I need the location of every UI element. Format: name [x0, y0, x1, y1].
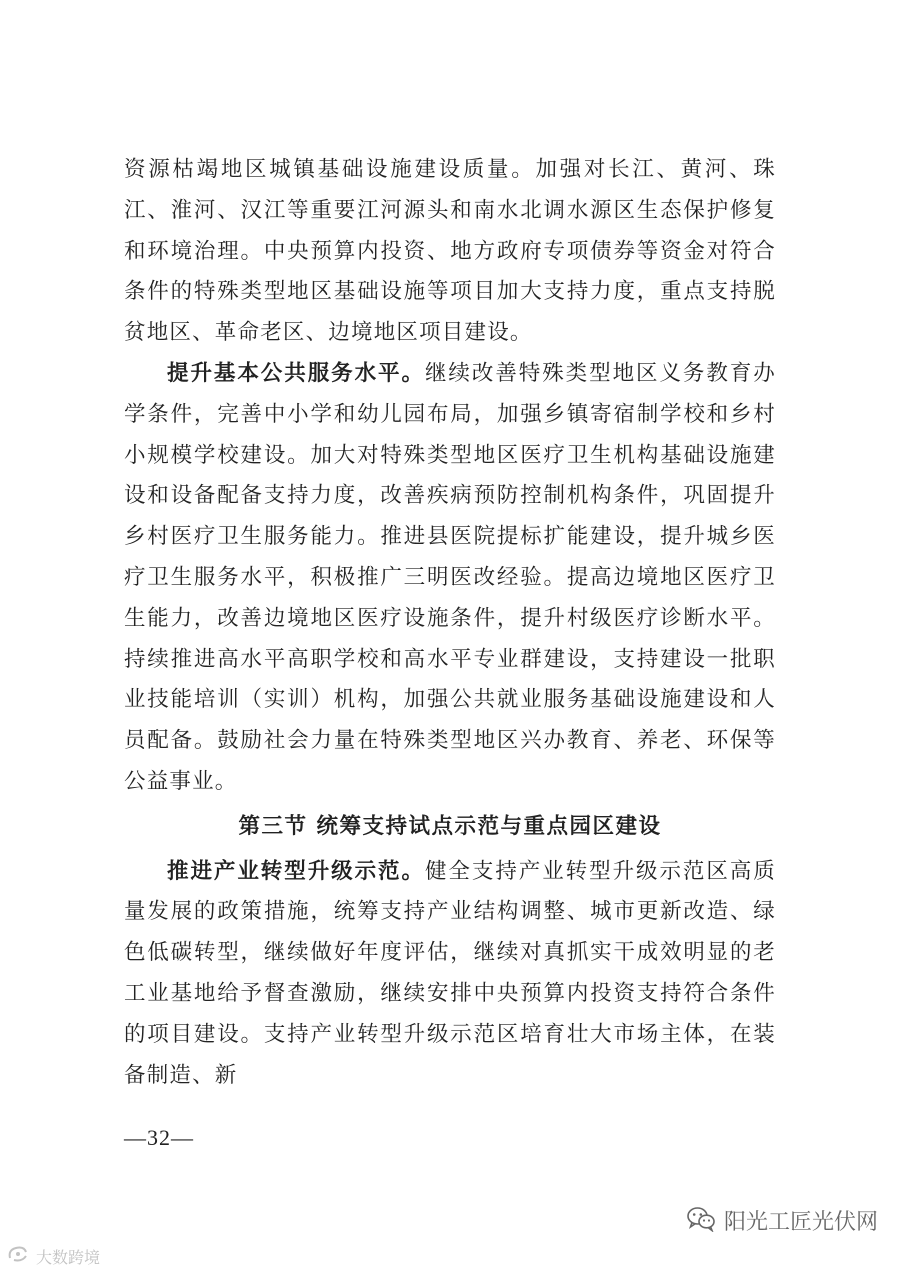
- section-heading: 第三节 统筹支持试点示范与重点园区建设: [238, 813, 662, 839]
- page-number: —32—: [124, 1125, 194, 1150]
- paragraph-3-lead: 推进产业转型升级示范。: [167, 858, 425, 884]
- brand-logo-icon: [6, 1244, 30, 1268]
- wechat-icon: [686, 1206, 716, 1236]
- watermark-left-text: 大数跨境: [36, 1247, 101, 1267]
- watermark-right-text: 阳光工匠光伏网: [723, 1210, 878, 1235]
- paragraph-2: [124, 354, 776, 803]
- paragraph-1-text: 资源枯竭地区城镇基础设施建设质量。加强对长江、黄河、珠江、淮河、汉江等重要江河源头和南水北调水源区生态保护修复和环境治理。中央预算内投资、地方政府专项债券等资金对符合条件的特殊类型地区基础设施等项目加大支持力度，重点支持脱贫地区、革命老区、边境地区项目建设。: [124, 157, 776, 346]
- paragraph-3: [124, 852, 776, 1097]
- paragraph-2-text: 继续改善特殊类型地区义务教育办学条件，完善中小学和幼儿园布局，加强乡镇寄宿制学校和乡村小规模学校建设。加大对特殊类型地区医疗卫生机构基础设施建设和设备配备支持力度，改善疾病预防控制机构条件，巩固提升乡村医疗卫生服务能力。推进县医院提标扩能建设，提升城乡医疗卫生服务水平，积极推广三明医改经验。提高边境地区医疗卫生能力，改善边境地区医疗设施条件，提升村级医疗诊断水平。持续推进高水平高职学校和高水平专业群建设，支持建设一批职业技能培训（实训）机构，加强公共就业服务基础设施建设和人员配备。鼓励社会力量在特殊类型地区兴办教育、养老、环保等公益事业。: [124, 360, 776, 794]
- watermark-right: [686, 1205, 878, 1236]
- paragraph-2-lead: 提升基本公共服务水平。: [167, 360, 425, 386]
- paragraph-1: [124, 150, 776, 354]
- watermark-left: [6, 1244, 100, 1268]
- document-body: [124, 150, 776, 1096]
- paragraph-3-text: 健全支持产业转型升级示范区高质量发展的政策措施，统筹支持产业结构调整、城市更新改造、绿色低碳转型，继续做好年度评估，继续对真抓实干成效明显的老工业基地给予督查激励，继续安排中央预算内投资支持符合条件的项目建设。支持产业转型升级示范区培育壮大市场主体，在装备制造、新: [124, 858, 776, 1088]
